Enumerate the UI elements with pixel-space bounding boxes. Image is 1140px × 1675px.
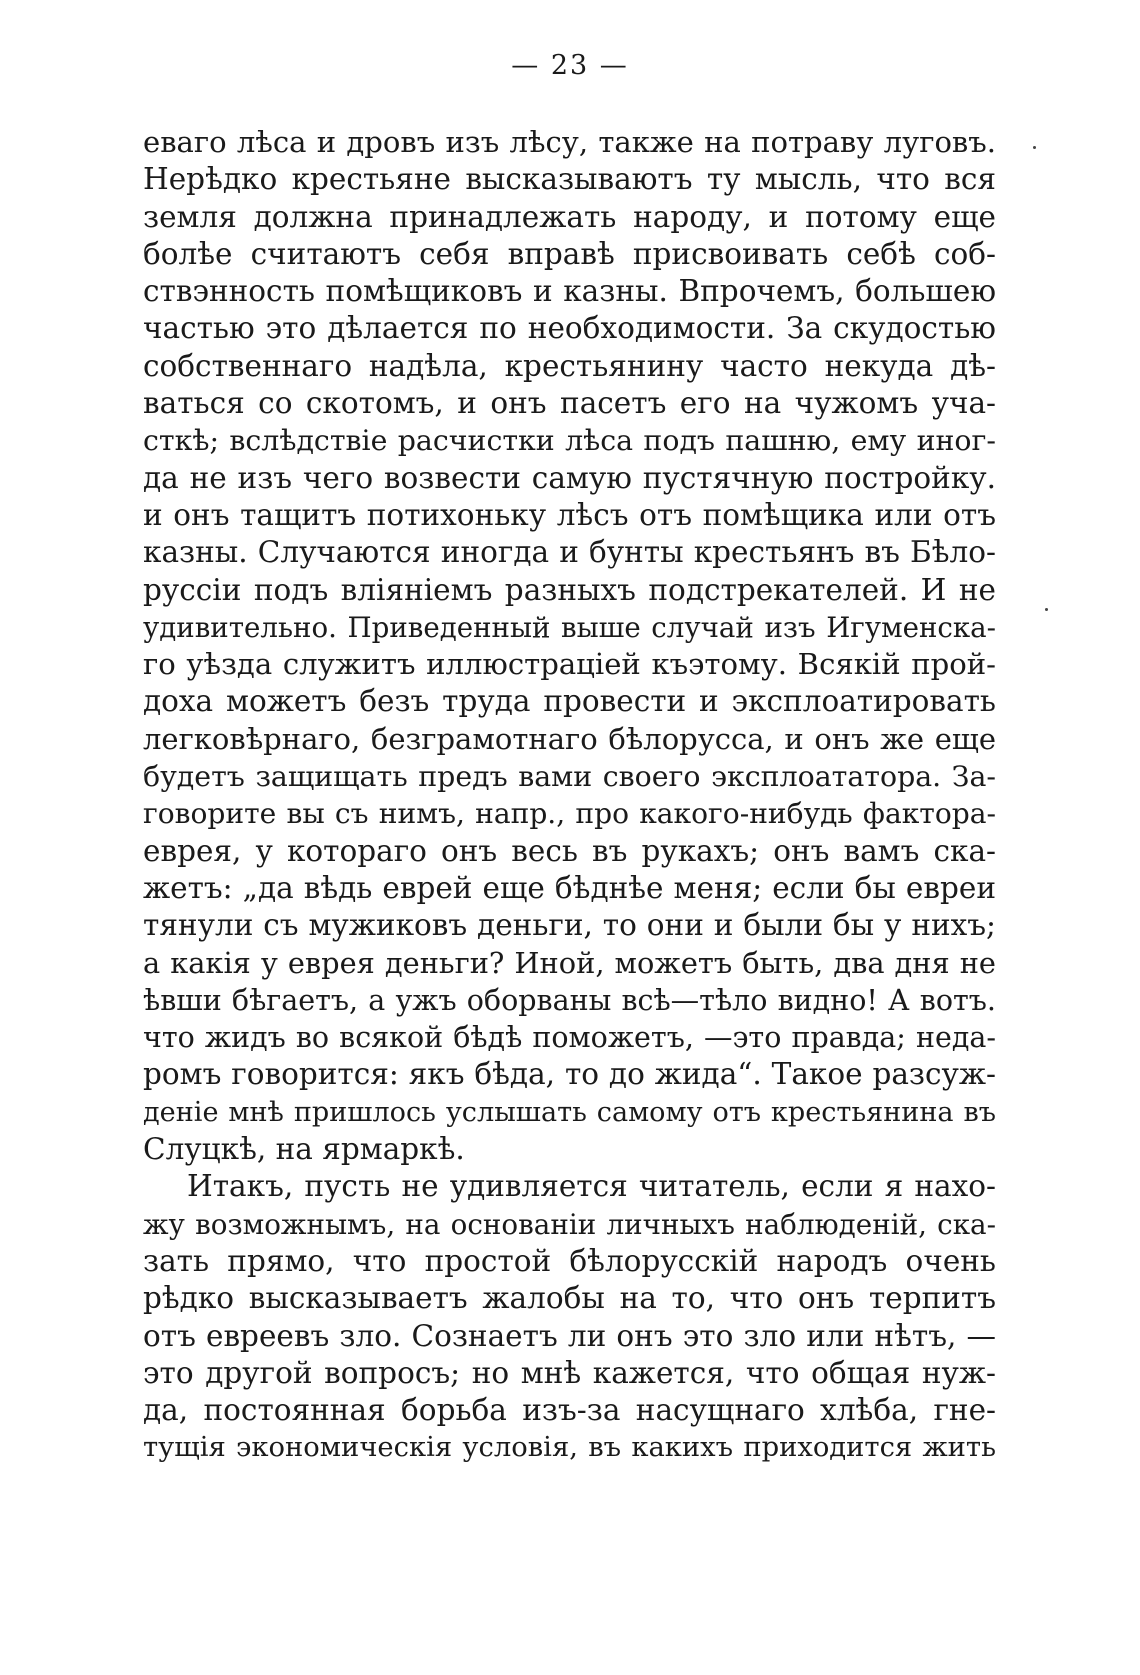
text-line: руссіи подъ вліяніемъ разныхъ подстрекателей. И не	[143, 572, 996, 607]
text-line: еваго лѣса и дровъ изъ лѣсу, также на потраву луговъ.	[143, 125, 996, 159]
text-line: Итакъ, пусть не удивляется читатель, если я нахо-	[187, 1169, 996, 1204]
body-text	[143, 124, 996, 1467]
text-line: будетъ защищать предъ вами своего эксплоататора. За-	[143, 760, 996, 794]
text-line: рѣдко высказываетъ жалобы на то, что онъ терпитъ	[143, 1281, 996, 1316]
page-number: — 23 —	[511, 50, 629, 81]
scan-speck	[1045, 608, 1048, 611]
text-line: легковѣрнаго, безграмотнаго бѣлорусса, и онъ же еще	[143, 721, 996, 756]
text-line: это другой вопросъ; но мнѣ кажется, что общая нуж-	[143, 1355, 996, 1390]
text-line: говорите вы съ нимъ, напр., про какого-нибудь фактора-	[143, 797, 996, 831]
text-line: Слуцкѣ, на ярмаркѣ.	[143, 1132, 465, 1167]
text-line: еврея, у котораго онъ весь въ рукахъ; онъ вамъ ска-	[143, 833, 996, 868]
text-line: жетъ: „да вѣдь еврей еще бѣднѣе меня; если бы евреи	[143, 870, 996, 905]
paragraph-2	[143, 1168, 996, 1466]
text-line: а какія у еврея деньги? Иной, можетъ быть, два дня не	[143, 945, 996, 980]
text-line: го уѣзда служитъ иллюстраціей къэтому. Всякій прой-	[143, 647, 996, 682]
text-line: ствэнность помѣщиковъ и казны. Впрочемъ, большею	[143, 274, 996, 309]
text-line: казны. Случаются иногда и бунты крестьянъ въ Бѣло-	[143, 535, 996, 570]
text-line: удивительно. Приведенный выше случай изъ Игуменска-	[143, 610, 996, 644]
text-line: ваться со скотомъ, и онъ пасетъ его на чужомъ уча-	[143, 386, 996, 421]
scan-speck	[1033, 146, 1036, 149]
text-line: что жидъ во всякой бѣдѣ поможетъ, —это правда; неда-	[143, 1021, 996, 1055]
text-line: болѣе считаютъ себя вправѣ присвоивать себѣ соб-	[143, 236, 996, 271]
text-line: ѣвши бѣгаетъ, а ужъ оборваны всѣ—тѣло видно! А вотъ.	[143, 983, 996, 1017]
text-line: доха можетъ безъ труда провести и эксплоатировать	[143, 684, 996, 719]
text-line: зать прямо, что простой бѣлорусскій народъ очень	[143, 1243, 996, 1278]
text-line: Нерѣдко крестьяне высказываютъ ту мысль, что вся	[143, 162, 996, 197]
text-line: тущія экономическія условія, въ какихъ приходится жить	[143, 1432, 996, 1464]
text-line: да не изъ чего возвести самую пустячную постройку.	[143, 460, 996, 495]
text-line: жу возможнымъ, на основаніи личныхъ наблюденій, ска-	[143, 1207, 996, 1241]
text-line: и онъ тащитъ потихоньку лѣсъ отъ помѣщика или отъ	[143, 497, 996, 532]
text-line: отъ евреевъ зло. Сознаетъ ли онъ это зло или нѣтъ, —	[143, 1318, 996, 1353]
text-line: земля должна принадлежать народу, и потому еще	[143, 199, 996, 234]
text-line: тянули съ мужиковъ деньги, то они и были бы у нихъ;	[143, 908, 996, 943]
text-line: да, постоянная борьба изъ-за насущнаго хлѣба, гне-	[143, 1393, 996, 1428]
paragraph-1	[143, 124, 996, 1168]
text-line: частью это дѣлается по необходимости. За скудостью	[143, 311, 996, 346]
text-line: деніе мнѣ пришлось услышать самому отъ крестьянина въ	[143, 1096, 996, 1128]
text-line: ромъ говорится: якъ бѣда, то до жида“. Такое разсуж-	[143, 1057, 996, 1092]
text-line: собственнаго надѣла, крестьянину часто некуда дѣ-	[143, 348, 996, 383]
text-line: сткѣ; вслѣдствіе расчистки лѣса подъ пашню, ему иног-	[143, 424, 996, 458]
